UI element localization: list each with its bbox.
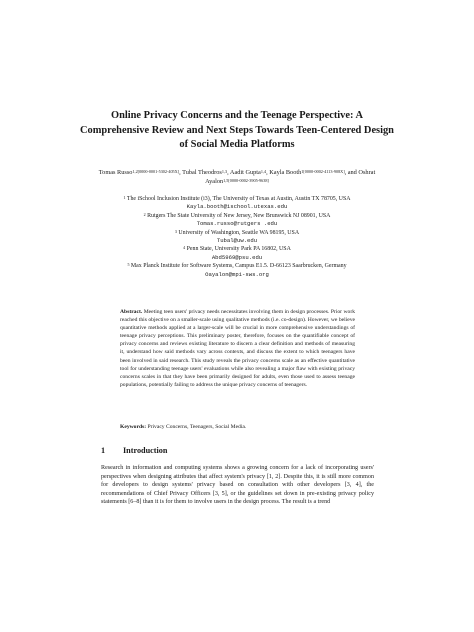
author-orcid: [0000-0002-4113-908X] bbox=[303, 169, 345, 174]
affiliation bbox=[96, 262, 378, 270]
section-title: Introduction bbox=[123, 446, 168, 455]
affiliation-email[interactable]: Kayla.booth@ischool.utexas.edu bbox=[186, 203, 288, 211]
affiliation-text: The iSchool Inclusion Institute (i3), The University of Texas at Austin, Austin TX 78705, USA bbox=[126, 196, 351, 202]
author-name: Oshrat Ayalon bbox=[205, 169, 376, 185]
affiliation-email[interactable]: Tubal@uw.edu bbox=[216, 237, 258, 245]
author-mark: 1,2 bbox=[132, 169, 138, 174]
abstract-label: Abstract. bbox=[120, 309, 143, 315]
affiliation-mark: 2 bbox=[143, 211, 146, 217]
author-mark: 1 bbox=[301, 169, 304, 174]
section-number: 1 bbox=[101, 446, 106, 455]
affiliation-list bbox=[96, 195, 378, 279]
affiliation-text: Max Planck Institute for Software Systems, Campus E1.5. D-66123 Saarbrucken, Germany bbox=[130, 263, 347, 270]
affiliation bbox=[96, 229, 378, 237]
author-name: Kayla Booth bbox=[269, 169, 302, 176]
affiliation-email[interactable]: Oayalon@mpi-sws.org bbox=[205, 270, 269, 278]
abstract-text: Meeting teen users' privacy needs necessitates involving them in design processes. Prior work reached this objective on a smaller-scale using qualitative methods (i.e. co-design). However, we believe quantitative methods applied at a larger-scale will be crucial in more comprehensive understandings of teenage privacy perceptions. This preliminary poster, therefore, focuses on the quantifiable concept of privacy concerns and reviews existing literature to discern a clear definition and methods of measuring it, understand how said methods vary across contexts, and discuss the extent to which teenagers have been involved in said research. This study reveals the privacy concerns scale as an effective quantitative tool for understanding teenage users' evaluations while also revealing a major flaw with existing privacy concerns scales in that they have been primarily designed for adults, even those used to assess teenage populations, potentially failing to address the unique privacy concerns of teenagers. bbox=[120, 309, 355, 388]
affiliation-mark: 3 bbox=[174, 228, 177, 234]
body-paragraph: Research in information and computing systems shows a growing concern for a lack of incorporating users' perspectives when designing attributes that affect system's privacy [1, 2]. Despite this, it is still more common for developers to design systems' privacy based on consultation with other developers [3, 4], the recommendations of Chief Privacy Officers [3, 5], or the guidelines set down in pre-existing privacy policy statements [6–8] than it is for them to involve users in the design process. The result is a trend bbox=[101, 465, 374, 506]
affiliation-text: University of Washington, Seattle WA 98195, USA bbox=[178, 229, 300, 236]
author-list: Tomas Russo$^{1,2[0000-0001-5302-405X]}$, Tubal Theodros$^{1,3}$, Aadit Gupta$^{1,4}$, Kayla Booth$^{1[0000-0002-4113-908X]}$, and Oshrat Ayalon$^{1,5[0000-0002-3905-9638]}$ bbox=[98, 169, 376, 185]
author-mark: 1,5 bbox=[223, 178, 229, 183]
keywords-text: Privacy Concerns, Teenagers, Social Media. bbox=[147, 424, 247, 430]
affiliation-mark: 5 bbox=[127, 262, 130, 268]
author-mark: 1,4 bbox=[260, 169, 267, 174]
affiliation-text: Rutgers The State University of New Jersey, New Brunswick NJ 08901, USA bbox=[147, 212, 331, 219]
affiliation-email[interactable]: Abd5969@psu.edu bbox=[211, 253, 263, 261]
affiliation bbox=[96, 195, 378, 203]
author-mark: 1,3 bbox=[221, 169, 228, 174]
affiliation bbox=[96, 245, 378, 253]
author-orcid: [0000-0002-3905-9638] bbox=[228, 178, 269, 183]
abstract bbox=[120, 308, 355, 389]
author-name: Tubal Theodros bbox=[182, 169, 222, 176]
affiliation-mark: 1 bbox=[123, 195, 126, 200]
keywords bbox=[120, 423, 355, 431]
author-orcid: [0000-0001-5302-405X] bbox=[137, 169, 180, 174]
affiliation-email[interactable]: Tomas.russo@rutgers .edu bbox=[196, 220, 278, 228]
paper-title: Online Privacy Concerns and the Teenage Perspective: A Comprehensive Review and Next Steps Towards Teen-Centered Design of Social Media Platforms bbox=[80, 110, 394, 150]
affiliation bbox=[96, 212, 378, 220]
section-heading bbox=[101, 446, 167, 455]
affiliation-text: Penn State, University Park PA 16802, USA bbox=[186, 246, 291, 253]
keywords-label: Keywords: bbox=[120, 424, 147, 430]
author-name: Aadit Gupta bbox=[229, 169, 261, 176]
author-name: Tomas Russo bbox=[98, 169, 133, 176]
affiliation-mark: 4 bbox=[183, 245, 186, 251]
